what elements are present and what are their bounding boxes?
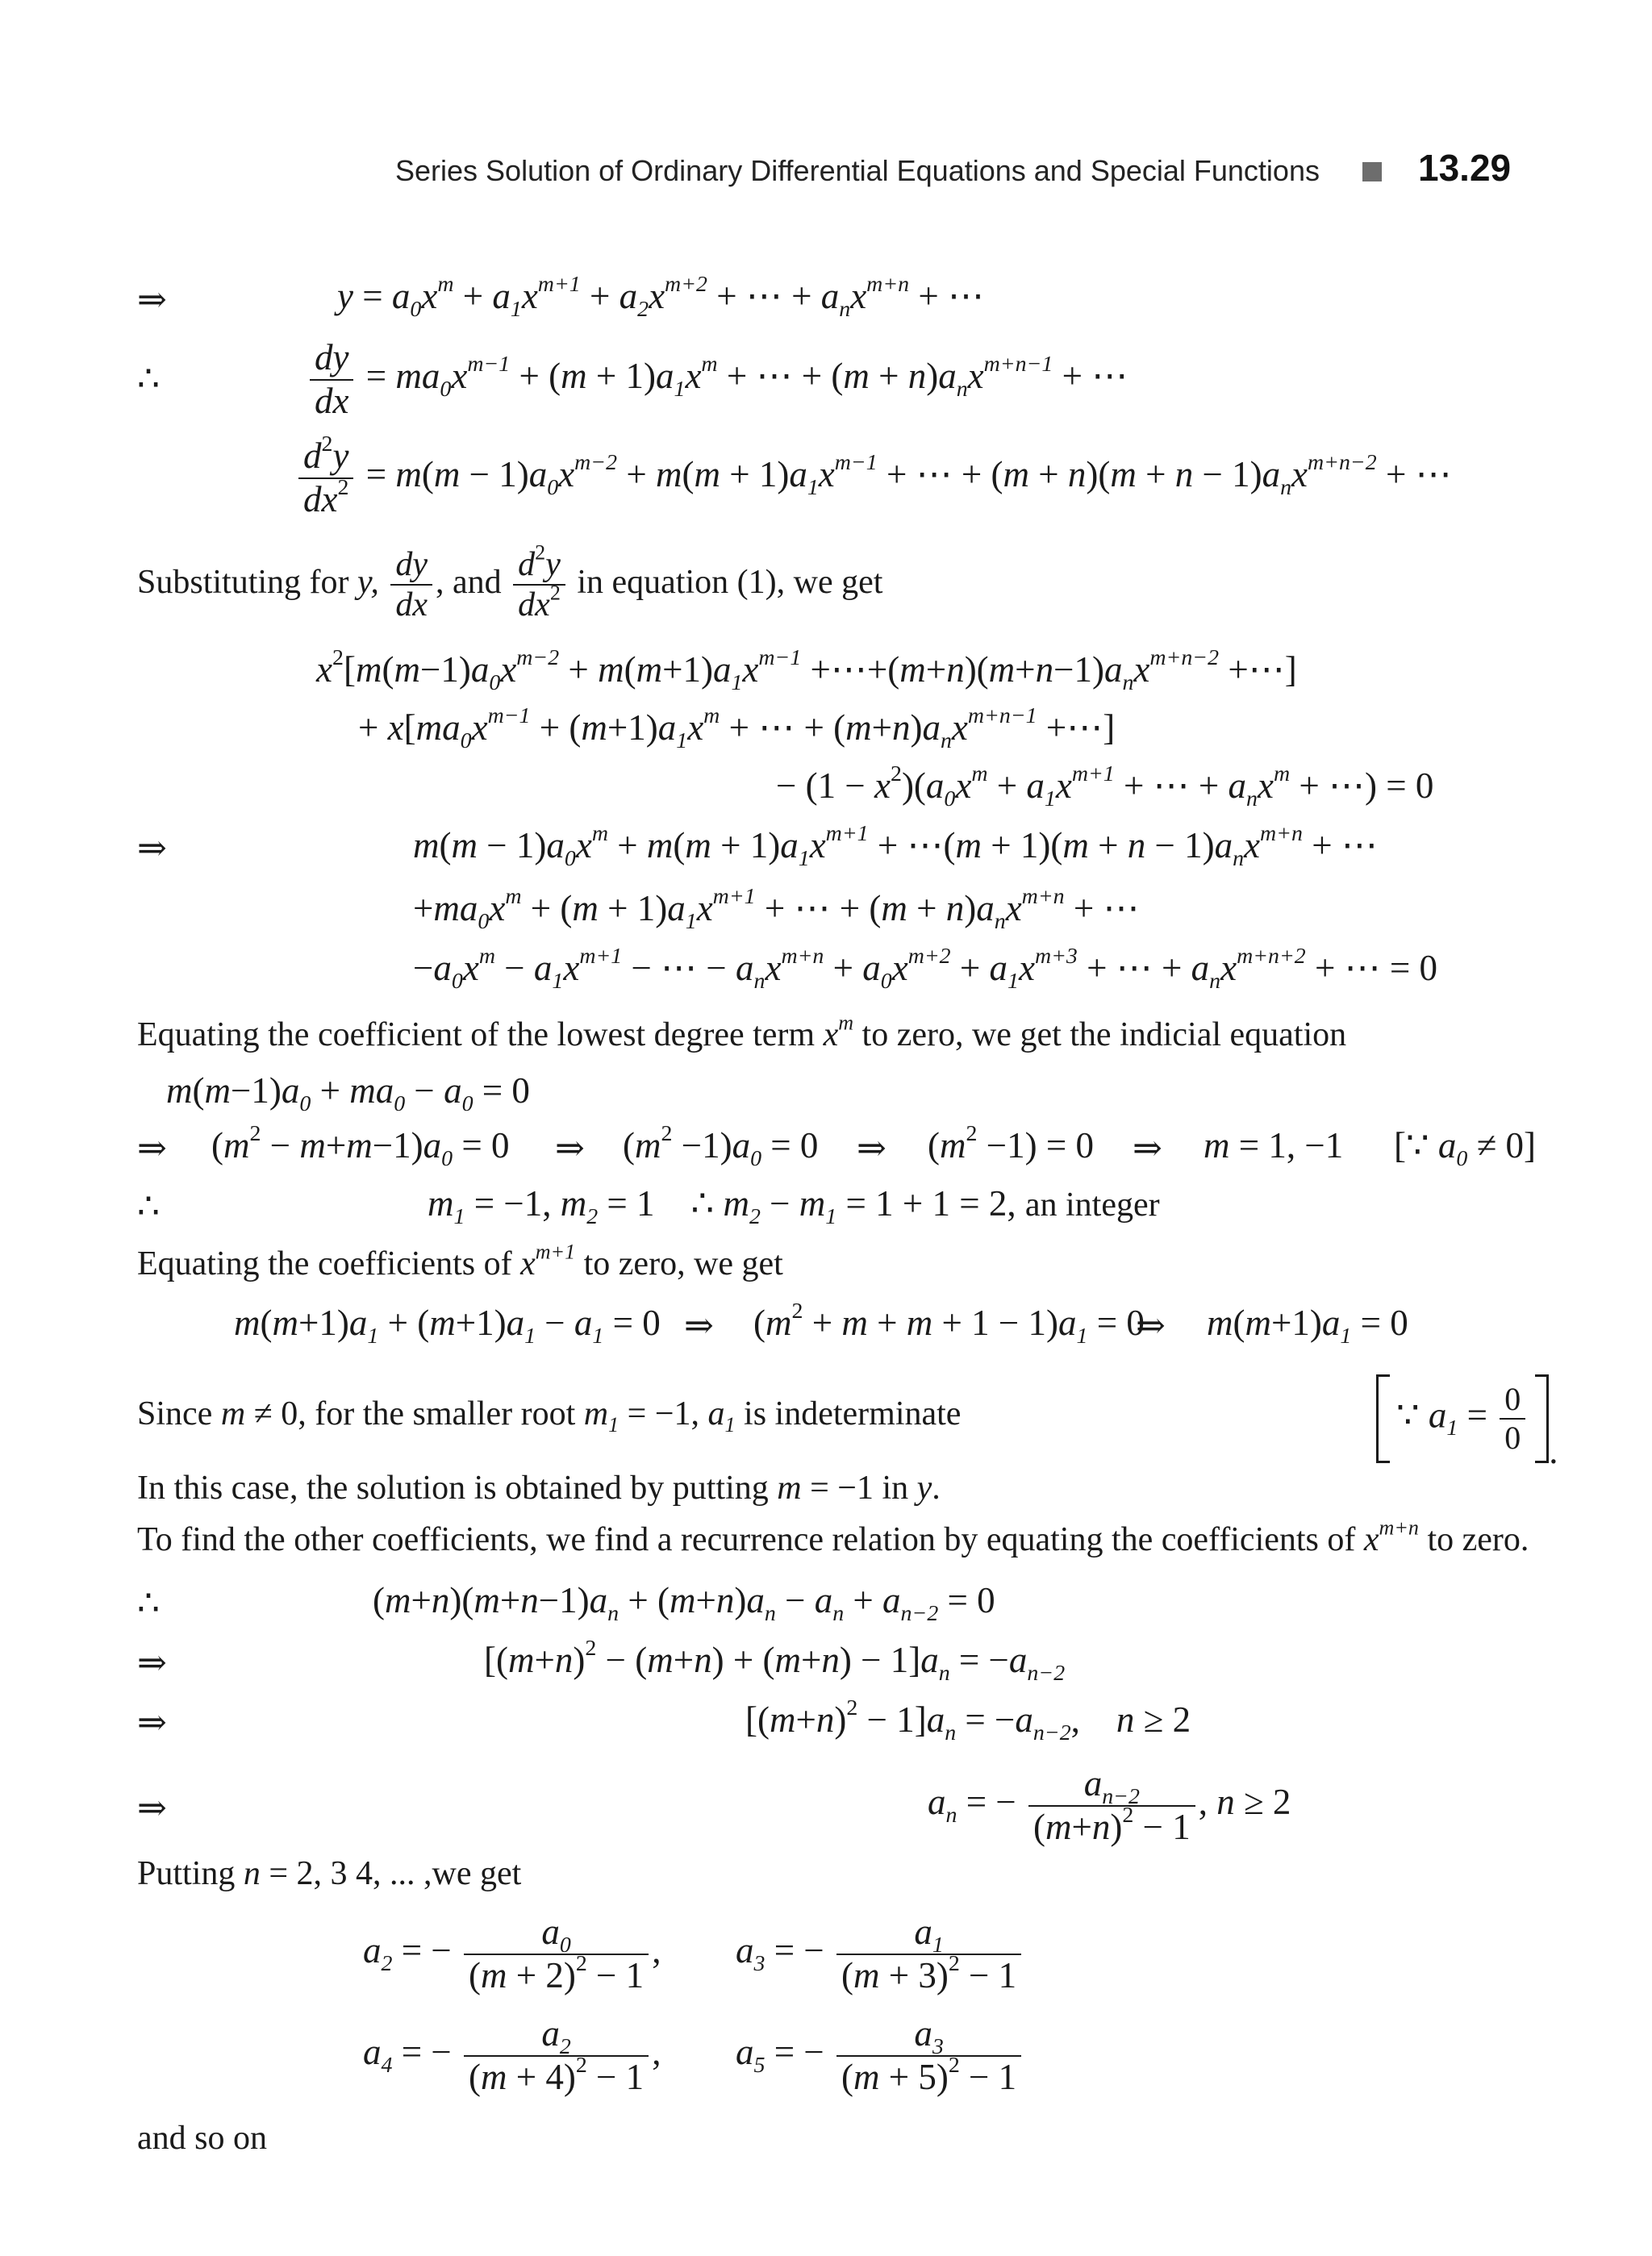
since-text: Since m ≠ 0, for the smaller root $m_1 = -1$, $a_1$ is indeterminate: [137, 1395, 962, 1437]
coefficient-a5: $a_5$ = − $\frac{a_3}{(m + 5)^2 - 1}$: [736, 2013, 1024, 2099]
implies-symbol: ⇒: [137, 828, 167, 868]
recurrence-line-3: $[(m+n)^2 - 1]a_n = -a_{n-2}$, n ≥ 2: [745, 1695, 1191, 1745]
implies-symbol: ⇒: [1136, 1306, 1166, 1345]
substituted-line-3: − $(1 - x^2)(a_0x^m + a_1x^{m+1}$ + ⋯ + $a_nx^m$ + ⋯) = 0: [776, 761, 1434, 811]
page-number: 13.29: [1418, 147, 1512, 189]
indeterminate-bracket: ∵ $a_1$ = $\frac{0}{0}$ .: [1376, 1374, 1558, 1470]
indicial-solution: $(m^2 - m+m-1)a_0 = 0$: [211, 1121, 510, 1171]
this-case-text: In this case, the solution is obtained by putting m = −1 in y.: [137, 1470, 941, 1507]
putting-text: Putting n = 2, 3 4, ... ,we get: [137, 1855, 522, 1892]
implies-symbol: ⇒: [857, 1128, 886, 1168]
coefficient-a4: $a_4$ = − $\frac{a_2}{(m + 4)^2 - 1}$ ,: [363, 2013, 661, 2097]
recurrence-relation: $a_n$ = − $\frac{a_{n-2}}{(m+n)^2 - 1}$ , n ≥ 2: [928, 1763, 1291, 1847]
implies-symbol: ⇒: [137, 1643, 167, 1683]
substituting-suffix: in equation (1), we get: [577, 563, 883, 601]
recurrence-suffix: to zero.: [1427, 1521, 1529, 1558]
since-suffix: is indeterminate: [744, 1395, 962, 1432]
expanded-line-3: $-a_0x^m - a_1x^{m+1}$ − ⋯ − $a_nx^{m+n} + a_0x^{m+2} + a_1x^{m+3}$ + ⋯ + $a_nx^{m+n+2}$ + ⋯ = 0: [413, 944, 1438, 994]
running-header: [395, 148, 1531, 196]
coefficient-m1-equation-2: $(m^2 + m + m + 1 - 1)a_1 = 0$: [753, 1299, 1145, 1349]
implies-symbol: ⇒: [137, 1703, 167, 1742]
expanded-line-2: $+ma_0x^m + (m + 1)a_1x^{m+1}$ + ⋯ + $(m + n)a_nx^{m+n}$ + ⋯: [413, 884, 1140, 934]
therefore-symbol: ∴: [137, 1186, 160, 1226]
integer-note: an integer: [1024, 1186, 1160, 1224]
equation-y-series: $y = a_0x^m + a_1x^{m+1} + a_2x^{m+2}$ + ⋯ + $a_nx^{m+n}$ + ⋯: [337, 272, 984, 322]
putting-label: Putting: [137, 1855, 236, 1892]
substituting-text: Substituting for y, $\frac{dy}{dx}$ , and $\frac{d^2y}{dx^2}$ in equation (1), we get: [137, 540, 883, 624]
substituting-prefix: Substituting for: [137, 563, 349, 601]
lowest-degree-text: Equating the coefficient of the lowest degree term $x^m$ to zero, we get the indicial equation: [137, 1011, 1347, 1053]
implies-symbol: ⇒: [555, 1128, 585, 1168]
and-so-on-text: and so on: [137, 2120, 267, 2157]
therefore-symbol: ∴: [137, 1583, 160, 1623]
implies-symbol: ⇒: [137, 1788, 167, 1828]
coefficient-m1-equation: $m(m+1)a_1 + (m+1)a_1 - a_1 = 0$: [234, 1303, 661, 1349]
coefficient-a3: $a_3$ = − $\frac{a_1}{(m + 3)^2 - 1}$: [736, 1912, 1024, 1997]
indicial-solution-2: $(m^2 -1)a_0 = 0$: [623, 1121, 819, 1171]
header-square-icon: [1362, 162, 1382, 181]
implies-symbol: ⇒: [1133, 1128, 1162, 1168]
lowest-degree-label: Equating the coefficient of the lowest degree term: [137, 1016, 816, 1053]
since-prefix: Since: [137, 1395, 213, 1432]
roots-m: m = 1, −1: [1204, 1125, 1344, 1166]
lowest-degree-suffix: to zero, we get the indicial equation: [861, 1016, 1347, 1053]
equation-second-derivative: $\frac{d^2y}{dx^2}$ = $m(m - 1)a_0x^{m-2} + m(m + 1)a_1x^{m-1}$ + ⋯ + $(m + n)(m + n - 1)a_nx^{m+n-2}$ + ⋯: [295, 436, 1452, 521]
indicial-equation: $m(m-1)a_0 + ma_0 - a_0 = 0$: [166, 1070, 530, 1116]
recurrence-label: To find the other coefficients, we find a recurrence relation by equating the coefficients of: [137, 1521, 1356, 1558]
coefficient-a2: $a_2$ = − $\frac{a_0}{(m + 2)^2 - 1}$ ,: [363, 1912, 661, 1995]
implies-symbol: ⇒: [684, 1306, 714, 1345]
this-case-in: in: [882, 1470, 909, 1507]
expanded-line-1: $m(m - 1)a_0x^m + m(m + 1)a_1x^{m+1}$ + ⋯(m + $1)(m + n - 1)a_nx^{m+n}$ + ⋯: [413, 821, 1378, 871]
coeff-m1-suffix: to zero, we get: [583, 1245, 783, 1282]
equation-first-derivative: $\frac{dy}{dx}$ = $ma_0x^{m-1} + (m + 1)a_1x^m$ + ⋯ + $(m + n)a_nx^{m+n-1}$ + ⋯: [307, 337, 1128, 423]
implies-symbol: ⇒: [137, 280, 167, 319]
coefficient-m1-text: Equating the coefficients of $x^{m+1}$ to zero, we get: [137, 1240, 783, 1282]
coefficient-m1-equation-3: $m(m+1)a_1 = 0$: [1207, 1303, 1408, 1349]
substituting-and: and: [453, 563, 502, 601]
header-title: Series Solution of Ordinary Differential Equations and Special Functions: [395, 154, 1320, 187]
implies-symbol: ⇒: [137, 1128, 167, 1168]
substituted-line-1: $x^2[m(m-1)a_0x^{m-2} + m(m+1)a_1x^{m-1}$ $+\cdots+(m+n)(m+n-1)a_nx^{m+n-2}$ +⋯]: [316, 645, 1297, 695]
recurrence-line-2: $[(m+n)^2 - (m+n) + (m+n) - 1]a_n = -a_{n-2}$: [484, 1636, 1066, 1686]
coeff-m1-label: Equating the coefficients of: [137, 1245, 512, 1282]
putting-suffix: = 2, 3 4, ... ,we get: [269, 1855, 522, 1892]
roots-difference: $m_1 = -1$, $m_2 = 1$ ∴ $m_2 - m_1 = 1 + 1 = 2$, an integer: [428, 1183, 1160, 1229]
substituted-line-2: + $x[ma_0x^{m-1} + (m+1)a_1x^m$ + ⋯ + $(m+n)a_nx^{m+n-1}$ +⋯]: [358, 703, 1116, 753]
condition-a0-nonzero: [∵ $a_0 \ne 0$]: [1394, 1125, 1537, 1171]
this-case-label: In this case, the solution is obtained by putting: [137, 1470, 769, 1507]
recurrence-text: To find the other coefficients, we find a recurrence relation by equating the coefficients of $x^{m+n}$ to zero.: [137, 1516, 1529, 1558]
therefore-symbol: ∴: [137, 359, 160, 398]
recurrence-line-1: $(m+n)(m+n-1)a_n + (m+n)a_n - a_n + a_{n-2} = 0$: [373, 1580, 995, 1626]
indicial-solution-3: $(m^2 -1) = 0$: [928, 1121, 1094, 1166]
since-mid: , for the smaller root: [298, 1395, 576, 1432]
